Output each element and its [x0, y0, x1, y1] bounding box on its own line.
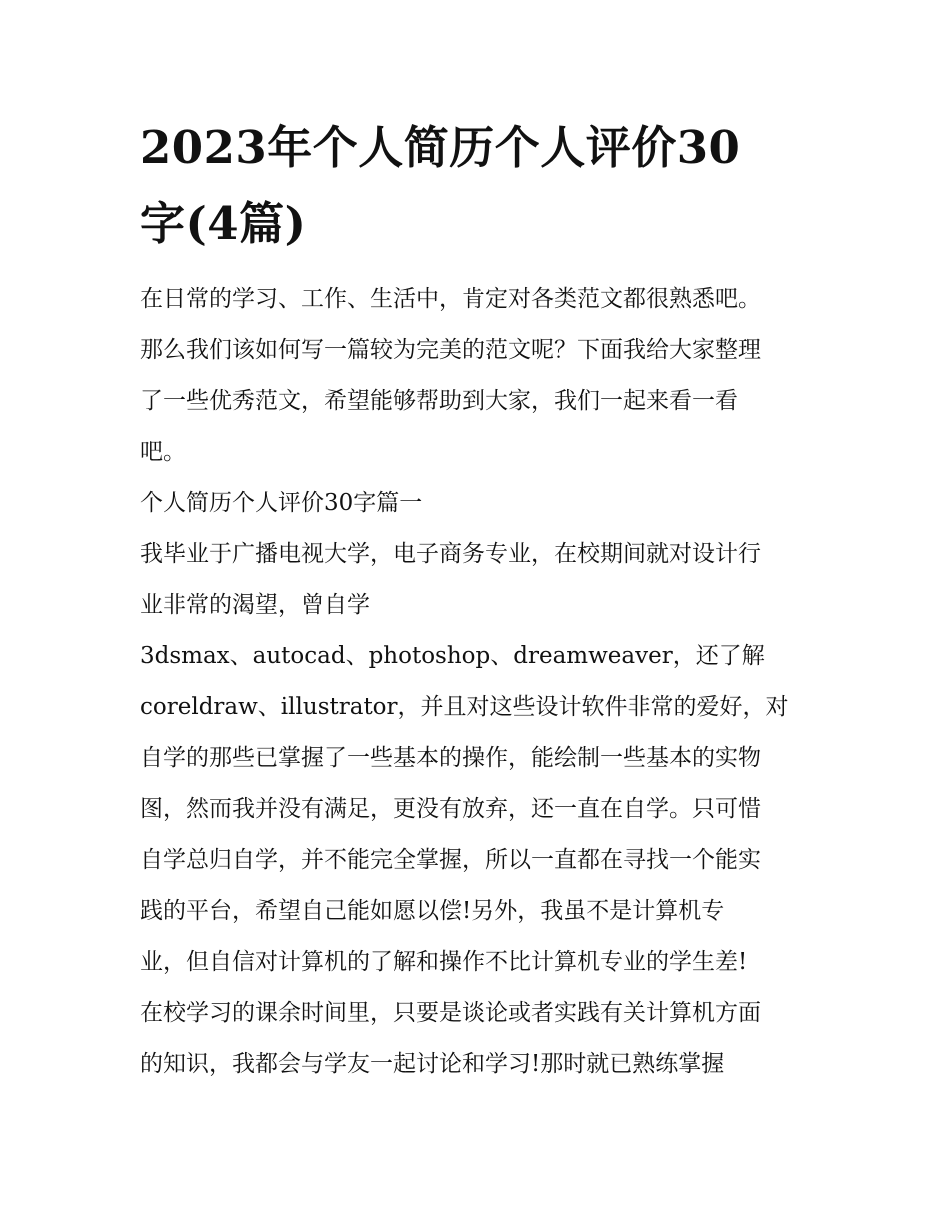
intro-line-4: 吧。 — [140, 439, 186, 465]
intro-line-1: 在日常的学习、工作、生活中，肯定对各类范文都很熟悉吧。 — [140, 286, 761, 312]
document-body — [140, 274, 820, 1090]
body-line-5: 自学的那些已掌握了一些基本的操作，能绘制一些基本的实物 — [140, 745, 761, 771]
document-page — [140, 110, 820, 1090]
title-line-1: 2023年个人简历个人评价30 — [140, 121, 741, 174]
body-line-2: 业非常的渴望，曾自学 — [140, 592, 370, 618]
body-line-9: 业，但自信对计算机的了解和操作不比计算机专业的学生差! — [140, 949, 748, 975]
document-title — [140, 110, 820, 262]
body-line-8: 践的平台，希望自己能如愿以偿!另外，我虽不是计算机专 — [140, 898, 725, 924]
body-line-10: 在校学习的课余时间里，只要是谈论或者实践有关计算机方面 — [140, 1000, 761, 1026]
section-heading: 个人简历个人评价30字篇一 — [140, 490, 423, 516]
body-line-1: 我毕业于广播电视大学，电子商务专业，在校期间就对设计行 — [140, 541, 761, 567]
intro-line-2: 那么我们该如何写一篇较为完美的范文呢？下面我给大家整理 — [140, 337, 761, 363]
body-line-3: 3dsmax、autocad、photoshop、dreamweaver，还了解 — [140, 643, 765, 669]
body-line-7: 自学总归自学，并不能完全掌握，所以一直都在寻找一个能实 — [140, 847, 761, 873]
title-line-2: 字(4篇) — [140, 197, 307, 250]
body-line-4: coreldraw、illustrator，并且对这些设计软件非常的爱好，对 — [140, 694, 789, 720]
body-line-11: 的知识，我都会与学友一起讨论和学习!那时就已熟练掌握 — [140, 1051, 725, 1077]
intro-line-3: 了一些优秀范文，希望能够帮助到大家，我们一起来看一看 — [140, 388, 738, 414]
body-line-6: 图，然而我并没有满足，更没有放弃，还一直在自学。只可惜 — [140, 796, 761, 822]
